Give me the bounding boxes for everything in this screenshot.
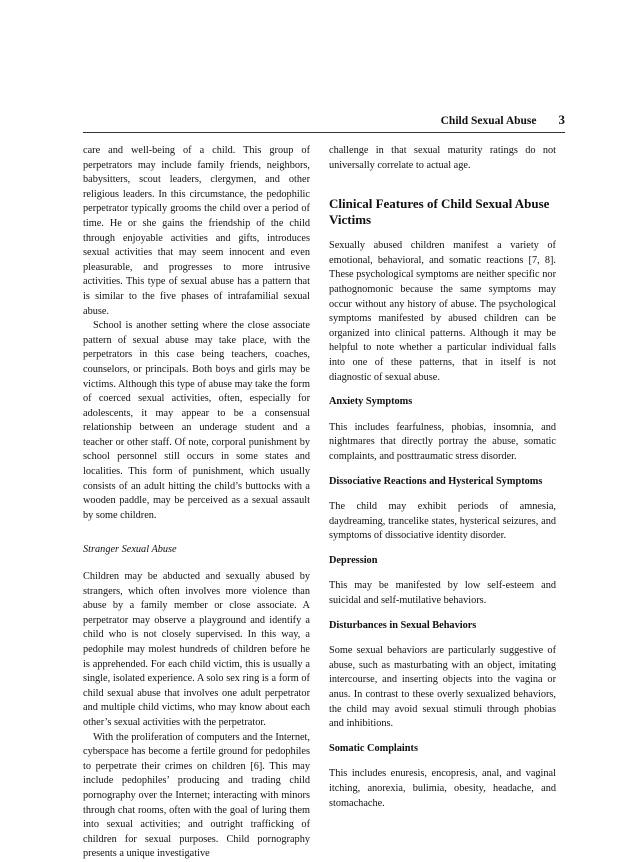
subsection-dissociative-reactions: Dissociative Reactions and Hysterical Symptoms [329,475,543,487]
paragraph: Sexually abused children manifest a variety of emotional, behavioral, and somatic reactions [7, 8]. These psychological symptoms are neither specific nor pathognomonic because the same symptoms may occur without any history of abuse. The psychological symptoms manifested by abused children can be organized into clinical patterns. Although it may be helpful to note whether a particular individual falls into one of these patterns, that in itself is not diagnostic of sexual abuse. [329,240,556,383]
header-rule [83,132,565,133]
paragraph: care and well-being of a child. This group of perpetrators may include family friends, neighbors, babysitters, scout leaders, clergymen, and other religious leaders. In this circumstance, the pedophilic perpetrator typically grooms the child over a period of time. He or she gains the friendship of the child through enjoyable activities and gifts, introduces sexual activities that may seem innocent and even pleasurable, and progresses to more intrusive activities. This type of sexual abuse has a pattern that is similar to the five phases of intrafamilial sexual abuse. [83,145,310,317]
subsection-anxiety-symptoms: Anxiety Symptoms [329,396,413,408]
subsection-sexual-behaviors: Disturbances in Sexual Behaviors [329,619,477,631]
running-title: Child Sexual Abuse [440,115,537,127]
paragraph: challenge in that sexual maturity ratings do not universally correlate to actual age. [329,145,556,171]
subsection-depression: Depression [329,554,378,566]
paragraph: School is another setting where the close associate pattern of sexual abuse may take place, with the perpetrators in this case being teachers, coaches, counselors, or principals. Both boys and girls may be victims. Although this type of abuse may take the form of coerced sexual activities, often, especially for adolescents, it may appear to be a consensual relationship between an underage student and a teacher or other staff. Of note, corporal punishment by school personnel still occurs in some states and localities. This form of punishment, which usually consists of an adult hitting the child’s buttocks with a wooden paddle, may be perceived as a sexual assault by some children. [83,320,310,521]
left-column [83,144,310,862]
paragraph: This includes fearfulness, phobias, insomnia, and nightmares that directly portray the abuse, somatic complaints, and posttraumatic stress disorder. [329,421,556,462]
subsection-somatic-complaints: Somatic Complaints [329,742,418,754]
subheading-stranger-sexual-abuse: Stranger Sexual Abuse [83,544,177,556]
right-column [329,144,556,811]
paragraph: The child may exhibit periods of amnesia, daydreaming, trancelike states, hysterical seizures, and symptoms of dissociative identity disorder. [329,501,556,542]
section-title: Clinical Features of Child Sexual Abuse Victims [329,196,550,228]
paragraph: Children may be abducted and sexually abused by strangers, which often involves more violence than abuse by a family member or close associate. A perpetrator may observe a playground and identify a child who is not closely supervised. In this way, a pedophile may molest hundreds of children before he is apprehended. For each child victim, this is usually a single, isolated experience. A solo sex ring is a form of child sexual abuse that involves one adult perpetrator and multiple child victims, who may know about each other’s sexual activities with the perpetrator. [83,571,310,728]
paragraph: This may be manifested by low self-esteem and suicidal and self-mutilative behaviors. [329,580,556,607]
page-number: 3 [558,112,565,127]
running-header [441,112,565,128]
paragraph: Some sexual behaviors are particularly suggestive of abuse, such as masturbating with an object, imitating intercourse, and inserting objects into the vagina or anus. In contrast to these overly sexualized behaviors, the child may avoid sexual stimuli through phobias and inhibitions. [329,645,556,730]
paragraph: This includes enuresis, encopresis, anal, and vaginal itching, anorexia, bulimia, obesity, headache, and stomachache. [329,768,556,809]
paragraph: With the proliferation of computers and the Internet, cyberspace has become a fertile ground for pedophiles to perpetrate their crimes on children [6]. This may include pedophiles’ producing and trading child pornography over the Internet; interacting with minors through chat rooms, often with the goal of luring them into sexual activities; and outright trafficking of children for sexual purposes. Child pornography presents a unique investigative [83,731,310,860]
